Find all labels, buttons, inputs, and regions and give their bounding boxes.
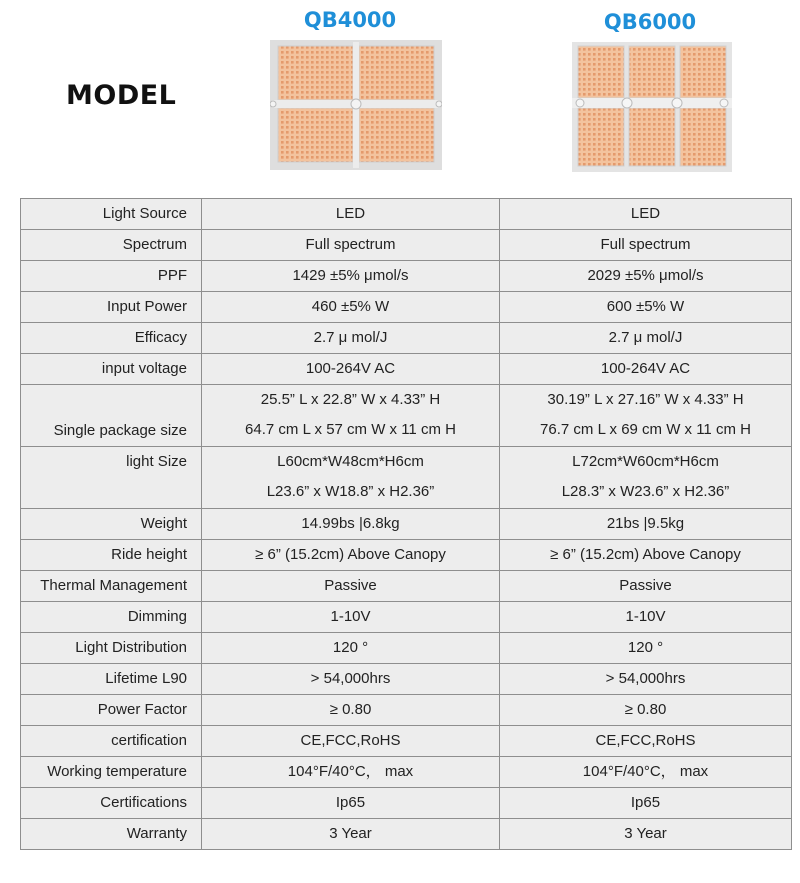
- table-row: [21, 602, 792, 633]
- row-label: Efficacy: [21, 323, 202, 354]
- row-label: light Size: [21, 447, 202, 509]
- spec-table: [20, 198, 792, 850]
- row-label: Certifications: [21, 788, 202, 819]
- table-row: [21, 540, 792, 571]
- value-line: 64.7 cm L x 57 cm W x 11 cm H: [245, 421, 456, 438]
- table-row: [21, 633, 792, 664]
- value-line: 25.5” L x 22.8” W x 4.33” H: [260, 391, 441, 408]
- value-qb6000: 21bs |9.5kg: [500, 509, 792, 540]
- value-qb4000: 460 ±5% W: [202, 292, 500, 323]
- table-row: [21, 447, 792, 509]
- value-qb4000: ≥ 6” (15.2cm) Above Canopy: [202, 540, 500, 571]
- value-qb4000: 1-10V: [202, 602, 500, 633]
- value-qb6000: LED: [500, 199, 792, 230]
- value-qb4000: 100-264V AC: [202, 354, 500, 385]
- value-qb4000: ≥ 0.80: [202, 695, 500, 726]
- value-qb4000: LED: [202, 199, 500, 230]
- value-qb6000: > 54,000hrs: [500, 664, 792, 695]
- value-qb4000: [202, 385, 500, 447]
- row-label: Spectrum: [21, 230, 202, 261]
- value-qb6000: ≥ 6” (15.2cm) Above Canopy: [500, 540, 792, 571]
- table-row: [21, 385, 792, 447]
- table-row: [21, 199, 792, 230]
- row-label: Thermal Management: [21, 571, 202, 602]
- value-qb4000: Ip65: [202, 788, 500, 819]
- table-row: [21, 292, 792, 323]
- row-label: Light Source: [21, 199, 202, 230]
- value-qb6000: 104°F/40°C， max: [500, 757, 792, 788]
- value-qb4000: Passive: [202, 571, 500, 602]
- qb6000-light-image: [572, 42, 732, 172]
- row-label: Single package size: [21, 385, 202, 447]
- value-qb4000: 104°F/40°C， max: [202, 757, 500, 788]
- value-qb4000: 14.99bs |6.8kg: [202, 509, 500, 540]
- product-title-qb4000: QB4000: [303, 8, 397, 32]
- table-row: [21, 726, 792, 757]
- value-qb4000: 1429 ±5% μmol/s: [202, 261, 500, 292]
- value-line: 76.7 cm L x 69 cm W x 11 cm H: [540, 421, 751, 438]
- qb4000-light-image: [270, 40, 442, 170]
- row-label: Weight: [21, 509, 202, 540]
- table-row: [21, 509, 792, 540]
- value-qb4000: [202, 447, 500, 509]
- value-qb6000: Full spectrum: [500, 230, 792, 261]
- product-title-qb6000: QB6000: [603, 10, 697, 34]
- value-qb4000: 3 Year: [202, 819, 500, 850]
- row-label: input voltage: [21, 354, 202, 385]
- value-qb6000: 120 °: [500, 633, 792, 664]
- table-row: [21, 757, 792, 788]
- value-qb6000: 1-10V: [500, 602, 792, 633]
- value-qb4000: > 54,000hrs: [202, 664, 500, 695]
- value-qb6000: 600 ±5% W: [500, 292, 792, 323]
- table-row: [21, 230, 792, 261]
- value-qb4000: 2.7 μ mol/J: [202, 323, 500, 354]
- model-heading: MODEL: [66, 80, 177, 111]
- row-label: Input Power: [21, 292, 202, 323]
- row-label: certification: [21, 726, 202, 757]
- value-line: L60cm*W48cm*H6cm: [277, 453, 424, 470]
- value-qb4000: CE,FCC,RoHS: [202, 726, 500, 757]
- row-label: Dimming: [21, 602, 202, 633]
- table-row: [21, 819, 792, 850]
- value-qb6000: 100-264V AC: [500, 354, 792, 385]
- value-qb6000: 2029 ±5% μmol/s: [500, 261, 792, 292]
- value-line: L23.6” x W18.8” x H2.36”: [266, 483, 435, 500]
- value-line: L72cm*W60cm*H6cm: [572, 453, 719, 470]
- table-row: [21, 695, 792, 726]
- row-label: Warranty: [21, 819, 202, 850]
- value-qb6000: Ip65: [500, 788, 792, 819]
- row-label: PPF: [21, 261, 202, 292]
- value-qb6000: [500, 385, 792, 447]
- table-row: [21, 788, 792, 819]
- value-qb6000: Passive: [500, 571, 792, 602]
- value-qb6000: ≥ 0.80: [500, 695, 792, 726]
- row-label: Ride height: [21, 540, 202, 571]
- table-row: [21, 323, 792, 354]
- value-qb6000: CE,FCC,RoHS: [500, 726, 792, 757]
- value-qb4000: 120 °: [202, 633, 500, 664]
- value-qb6000: 3 Year: [500, 819, 792, 850]
- value-qb6000: [500, 447, 792, 509]
- table-row: [21, 354, 792, 385]
- table-row: [21, 261, 792, 292]
- row-label: Power Factor: [21, 695, 202, 726]
- row-label: Light Distribution: [21, 633, 202, 664]
- value-qb4000: Full spectrum: [202, 230, 500, 261]
- row-label: Working temperature: [21, 757, 202, 788]
- value-line: L28.3” x W23.6” x H2.36”: [561, 483, 730, 500]
- table-row: [21, 571, 792, 602]
- value-line: 30.19” L x 27.16” W x 4.33” H: [547, 391, 744, 408]
- table-row: [21, 664, 792, 695]
- row-label: Lifetime L90: [21, 664, 202, 695]
- value-qb6000: 2.7 μ mol/J: [500, 323, 792, 354]
